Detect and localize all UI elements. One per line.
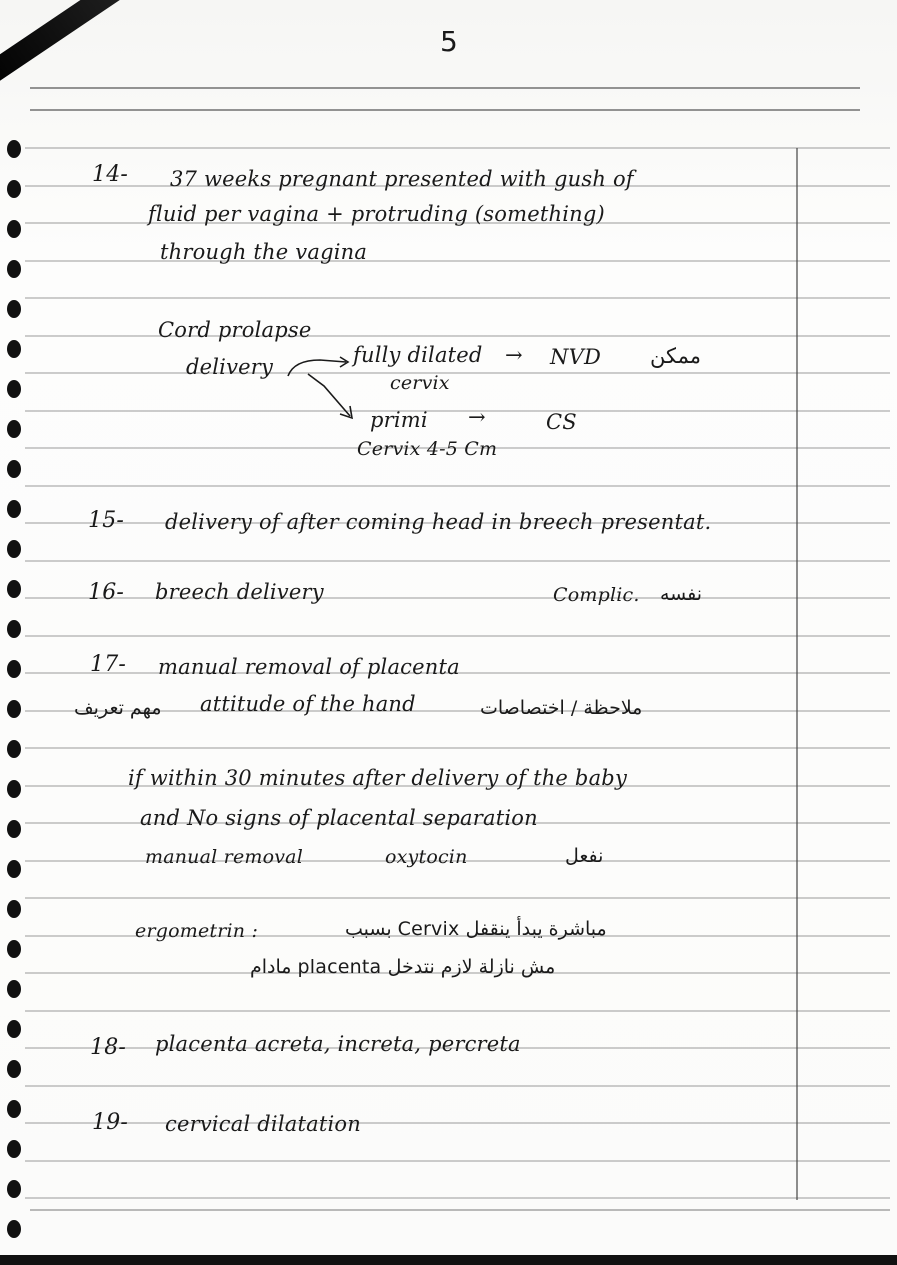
q17-arabic-note: نفعل <box>565 845 604 867</box>
spiral-hole <box>7 1020 21 1038</box>
spiral-hole <box>7 1180 21 1198</box>
q14-line-3: through the vagina <box>160 240 368 264</box>
q17-attitude: attitude of the hand <box>200 692 416 716</box>
q17-ergometrin-note-1: بسبب Cervix مباشرة يبدأ ينقفل <box>345 918 607 940</box>
q17-arabic-right: ملاحظة / اختصاصات <box>480 697 643 719</box>
spiral-hole <box>7 700 21 718</box>
q19-number: 19- <box>92 1110 129 1135</box>
q17-number: 17- <box>90 652 127 677</box>
q14-branch-primi: primi <box>370 408 428 432</box>
q14-branch-fully-dilated: fully dilated <box>353 343 483 367</box>
spiral-hole <box>7 780 21 798</box>
bottom-edge-shadow <box>0 1255 897 1265</box>
q14-cs: CS <box>546 410 577 434</box>
q15-number: 15- <box>88 508 125 533</box>
spiral-hole <box>7 860 21 878</box>
q16-arabic: نفسه <box>660 583 703 605</box>
spiral-hole <box>7 420 21 438</box>
spiral-hole <box>7 900 21 918</box>
spiral-hole <box>7 740 21 758</box>
q14-diagnosis: Cord prolapse <box>158 318 312 342</box>
spiral-hole <box>7 940 21 958</box>
q14-branch-cervix: cervix <box>390 372 450 394</box>
q18-text: placenta acreta, increta, percreta <box>155 1032 521 1056</box>
spiral-hole <box>7 180 21 198</box>
q17-ergometrin-note-2: مادام placenta مش نازلة لازم نتدخل <box>250 956 556 978</box>
spiral-hole <box>7 540 21 558</box>
q16-text: breech delivery <box>155 580 324 604</box>
q17-oxytocin: oxytocin <box>385 846 468 868</box>
spiral-hole <box>7 380 21 398</box>
q14-arrow-1: → <box>505 343 523 367</box>
q17-text: manual removal of placenta <box>158 655 460 679</box>
q17-line-3: if within 30 minutes after delivery of the baby <box>128 766 628 790</box>
spiral-hole <box>7 620 21 638</box>
q19-text: cervical dilatation <box>165 1112 361 1136</box>
spiral-hole <box>7 260 21 278</box>
spiral-hole <box>7 1060 21 1078</box>
q17-line-4: and No signs of placental separation <box>140 806 538 830</box>
spiral-hole <box>7 500 21 518</box>
spiral-hole <box>7 1100 21 1118</box>
spiral-hole <box>7 820 21 838</box>
spiral-hole <box>7 140 21 158</box>
q14-cervix-cm: Cervix 4-5 Cm <box>357 438 498 460</box>
q14-arrow-2: → <box>468 405 486 429</box>
q17-ergometrin-label: ergometrin : <box>135 920 259 942</box>
q15-text: delivery of after coming head in breech presentat. <box>165 510 712 534</box>
spiral-hole <box>7 1220 21 1238</box>
spiral-hole <box>7 580 21 598</box>
spiral-hole <box>7 660 21 678</box>
q16-number: 16- <box>88 580 125 605</box>
q17-line-5: manual removal <box>145 846 303 868</box>
q16-complic: Complic. <box>553 584 640 606</box>
q14-delivery-label: delivery <box>186 355 274 379</box>
spiral-hole <box>7 980 21 998</box>
q14-line-1: 37 weeks pregnant presented with gush of <box>170 167 634 191</box>
q14-number: 14- <box>92 162 129 187</box>
spiral-hole <box>7 220 21 238</box>
spiral-hole <box>7 300 21 318</box>
q14-arabic-note: ممكن <box>650 344 701 368</box>
q18-number: 18- <box>90 1035 127 1060</box>
q17-arabic-left: مهم تعريف <box>74 697 162 719</box>
spiral-hole <box>7 460 21 478</box>
spiral-hole <box>7 1140 21 1158</box>
q14-branch-arrows <box>280 350 360 430</box>
page-number: 5 <box>440 25 458 58</box>
q14-nvd: NVD <box>550 345 601 369</box>
q14-line-2: fluid per vagina + protruding (something) <box>148 202 605 226</box>
spiral-hole <box>7 340 21 358</box>
